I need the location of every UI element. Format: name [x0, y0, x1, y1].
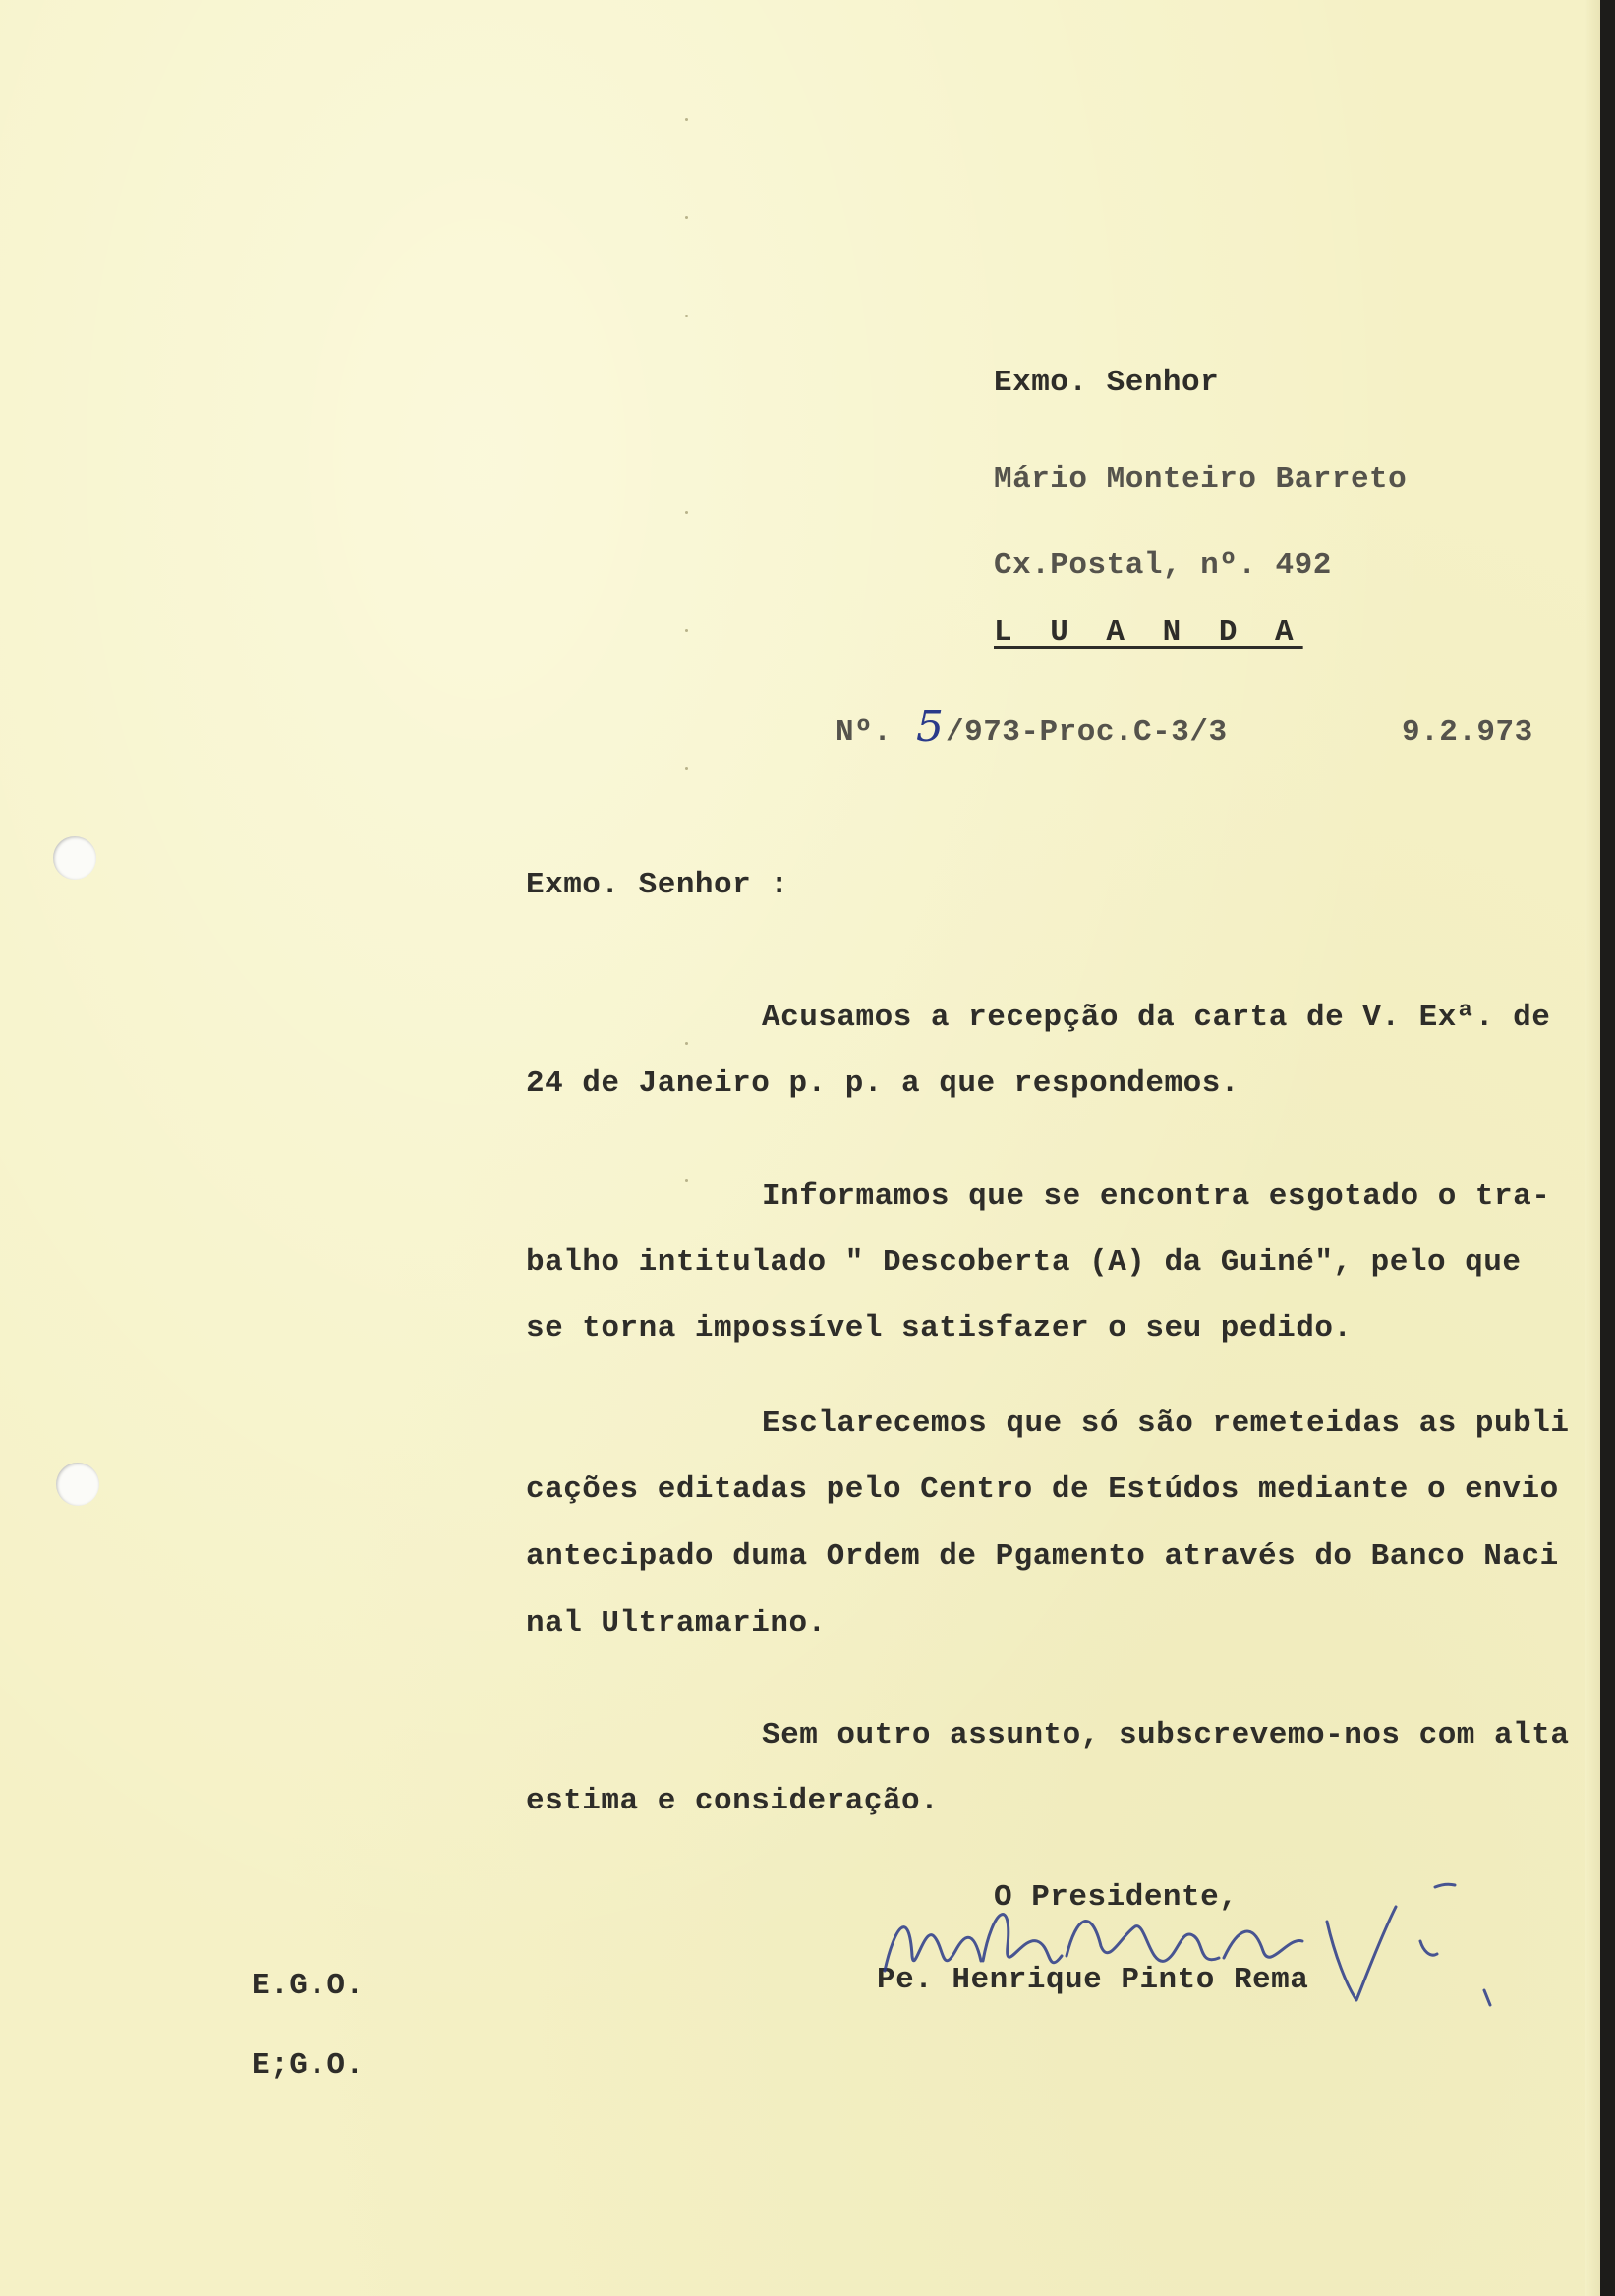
footer-initials-2: E;G.O.	[252, 2048, 365, 2083]
paragraph-3-line-4: nal Ultramarino.	[526, 1606, 827, 1640]
recipient-salutation: Exmo. Senhor	[994, 366, 1220, 400]
paragraph-1-line-2: 24 de Janeiro p. p. a que respondemos.	[526, 1066, 1240, 1101]
paragraph-2-line-1: Informamos que se encontra esgotado o tra-	[762, 1179, 1551, 1214]
paragraph-1-line-1: Acusamos a recepção da carta de V. Exª. de	[762, 1001, 1551, 1035]
scan-border	[1600, 0, 1615, 2296]
paragraph-4-line-1: Sem outro assunto, subscrevemo-nos com alta	[762, 1718, 1570, 1752]
closing-title: O Presidente,	[994, 1880, 1239, 1915]
reference-prefix: Nº.	[836, 716, 893, 750]
punch-hole-top	[53, 836, 96, 880]
paragraph-3-line-2: cações editadas pelo Centro de Estúdos mediante o envio	[526, 1472, 1559, 1507]
punch-hole-bottom	[56, 1463, 99, 1506]
recipient-address: Cx.Postal, nº. 492	[994, 548, 1332, 583]
footer-initials-1: E.G.O.	[252, 1969, 365, 2003]
recipient-name: Mário Monteiro Barreto	[994, 462, 1408, 496]
reference-handwritten-number: 5	[916, 702, 944, 752]
paragraph-3-line-1: Esclarecemos que só são remeteidas as publi	[762, 1406, 1570, 1441]
recipient-city: L U A N D A	[994, 615, 1303, 650]
reference-date: 9.2.973	[1402, 716, 1533, 750]
paragraph-2-line-3: se torna impossível satisfazer o seu pedido.	[526, 1311, 1353, 1346]
closing-name: Pe. Henrique Pinto Rema	[877, 1963, 1309, 1997]
paragraph-3-line-3: antecipado duma Ordem de Pgamento através do Banco Naci	[526, 1539, 1559, 1574]
paragraph-4-line-2: estima e consideração.	[526, 1784, 940, 1818]
reference-number: /973-Proc.C-3/3	[946, 716, 1228, 750]
page-edge-shade	[1585, 0, 1600, 2296]
letter-greeting: Exmo. Senhor :	[526, 868, 789, 902]
paragraph-2-line-2: balho intitulado " Descoberta (A) da Guiné", pelo que	[526, 1245, 1522, 1280]
handwritten-signature	[865, 1867, 1494, 2015]
